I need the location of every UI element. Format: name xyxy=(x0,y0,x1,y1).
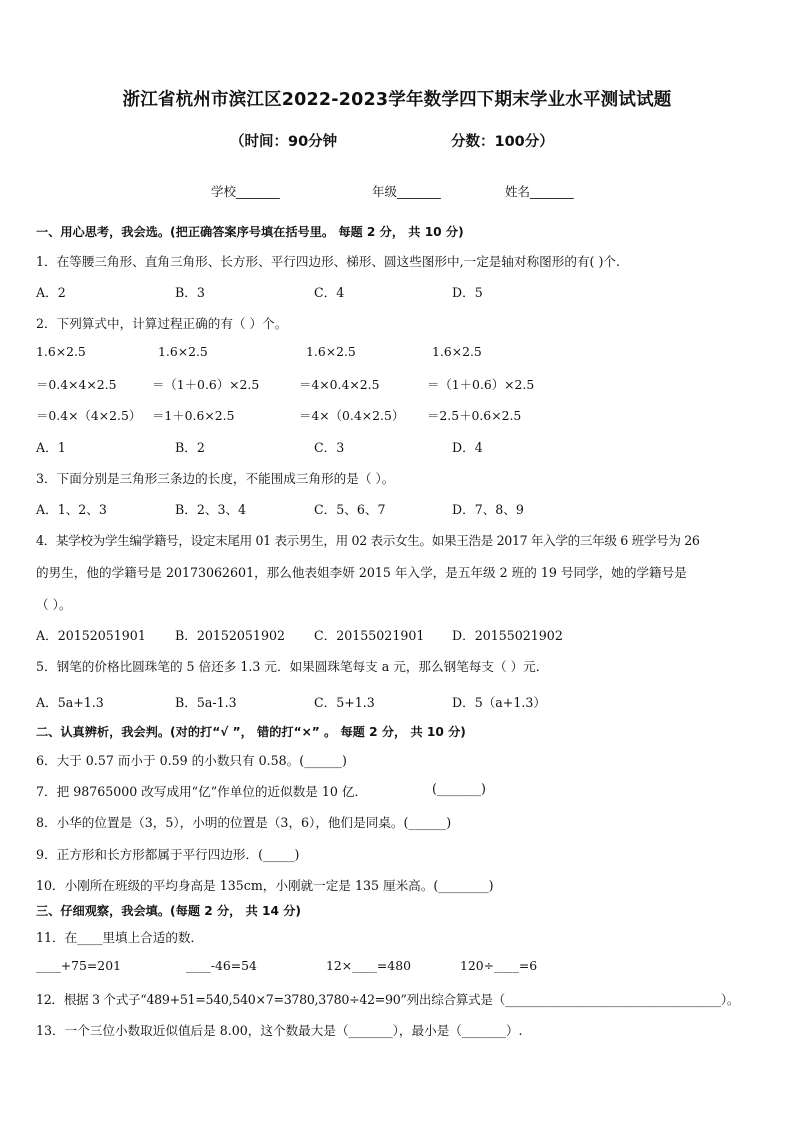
section1-heading: 一、用心思考，我会选。(把正确答案序号填在括号里。 每题 2 分， 共 10 分) xyxy=(36,225,464,239)
q3-option-d: D．7、8、9 xyxy=(452,502,524,517)
question-13: 13．一个三位小数取近似值后是 8.00，这个数最大是（_______），最小是（_______）. xyxy=(36,1023,523,1038)
question-6: 6．大于 0.57 而小于 0.59 的小数只有 0.58。(______) xyxy=(36,753,347,768)
q1-option-d: D．5 xyxy=(452,285,483,300)
question-4-line-1: 4．某学校为学生编学籍号，设定末尾用 01 表示男生，用 02 表示女生。如果王浩是 2017 年入学的三年级 6 班学号为 26 xyxy=(36,533,700,548)
grade-field: 年级_______ xyxy=(372,184,441,199)
question-5: 5．钢笔的价格比圆珠笔的 5 倍还多 1.3 元．如果圆珠笔每支 a 元，那么钢笔每支（ ）元． xyxy=(36,659,549,674)
q2-calc-c2: ＝4×0.4×2.5 xyxy=(299,377,380,392)
q2-option-a: A．1 xyxy=(36,440,66,455)
section2-heading: 二、认真辨析，我会判。(对的打“√ ”， 错的打“×” 。 每题 2 分， 共 10 分) xyxy=(36,725,466,739)
q4-option-a: A．20152051901 xyxy=(36,628,146,643)
question-3: 3．下面分别是三角形三条边的长度，不能围成三角形的是（ ）。 xyxy=(36,471,395,486)
name-field: 姓名_______ xyxy=(505,184,574,199)
q2-calc-b2: ＝（1＋0.6）×2.5 xyxy=(152,377,260,392)
question-4-line-3: （ ）。 xyxy=(36,597,72,612)
question-4-line-2: 的男生，他的学籍号是 20173062601，那么他表姐李妍 2015 年入学，是五年级 2 班的 19 号同学，她的学籍号是 xyxy=(36,565,687,580)
q11-blank-4: 120÷____=6 xyxy=(460,958,538,973)
page-title: 浙江省杭州市滨江区2022-2023学年数学四下期末学业水平测试试题 xyxy=(122,90,672,110)
question-9: 9．正方形和长方形都属于平行四边形．(_____) xyxy=(36,847,300,862)
q4-option-c: C．20155021901 xyxy=(314,628,425,643)
q2-option-d: D．4 xyxy=(452,440,483,455)
q5-option-c: C．5+1.3 xyxy=(314,695,375,710)
question-1: 1．在等腰三角形、直角三角形、长方形、平行四边形、梯形、圆这些图形中,一定是轴对称图形的有( )个. xyxy=(36,254,620,269)
q5-option-a: A．5a+1.3 xyxy=(36,695,104,710)
q3-option-b: B．2、3、4 xyxy=(175,502,247,517)
question-7-blank: (_______) xyxy=(432,781,486,796)
q2-option-b: B．2 xyxy=(175,440,205,455)
question-2: 2．下列算式中，计算过程正确的有（ ）个。 xyxy=(36,316,288,331)
section3-heading: 三、仔细观察，我会填。(每题 2 分， 共 14 分) xyxy=(36,904,301,918)
school-field: 学校_______ xyxy=(211,184,280,199)
q1-option-b: B．3 xyxy=(175,285,205,300)
question-10: 10．小刚所在班级的平均身高是 135cm，小刚就一定是 135 厘米高。(________) xyxy=(36,878,494,893)
exam-time: （时间：90分钟 xyxy=(230,134,338,150)
q11-blank-3: 12×____=480 xyxy=(326,958,411,973)
q2-calc-d1: 1.6×2.5 xyxy=(432,344,482,359)
exam-score: 分数：100分） xyxy=(451,134,554,150)
q1-option-a: A．2 xyxy=(36,285,66,300)
q3-option-a: A．1、2、3 xyxy=(36,502,107,517)
question-7: 7．把 98765000 改写成用“亿”作单位的近似数是 10 亿． xyxy=(36,784,368,799)
q2-calc-a1: 1.6×2.5 xyxy=(36,344,86,359)
question-8: 8．小华的位置是（3，5），小明的位置是（3，6），他们是同桌。(______) xyxy=(36,815,452,830)
question-11: 11．在____里填上合适的数． xyxy=(36,930,204,945)
question-12: 12．根据 3 个式子“489+51=540,540×7=3780,3780÷42=90”列出综合算式是（____________________________________）。 xyxy=(36,992,740,1007)
q5-option-d: D．5（a+1.3） xyxy=(452,695,546,710)
q2-calc-a3: ＝0.4×（4×2.5） xyxy=(36,408,142,423)
q11-blank-1: ____+75=201 xyxy=(36,958,121,973)
q2-calc-c3: ＝4×（0.4×2.5） xyxy=(299,408,405,423)
q2-calc-b1: 1.6×2.5 xyxy=(158,344,208,359)
q2-option-c: C．3 xyxy=(314,440,345,455)
q1-option-c: C．4 xyxy=(314,285,345,300)
q2-calc-c1: 1.6×2.5 xyxy=(306,344,356,359)
q4-option-b: B．20152051902 xyxy=(175,628,285,643)
q5-option-b: B．5a-1.3 xyxy=(175,695,237,710)
q2-calc-d2: ＝（1＋0.6）×2.5 xyxy=(427,377,535,392)
q2-calc-a2: ＝0.4×4×2.5 xyxy=(36,377,117,392)
q2-calc-b3: ＝1＋0.6×2.5 xyxy=(152,408,235,423)
q3-option-c: C．5、6、7 xyxy=(314,502,386,517)
q11-blank-2: ____-46=54 xyxy=(186,958,257,973)
q2-calc-d3: ＝2.5＋0.6×2.5 xyxy=(427,408,522,423)
q4-option-d: D．20155021902 xyxy=(452,628,563,643)
